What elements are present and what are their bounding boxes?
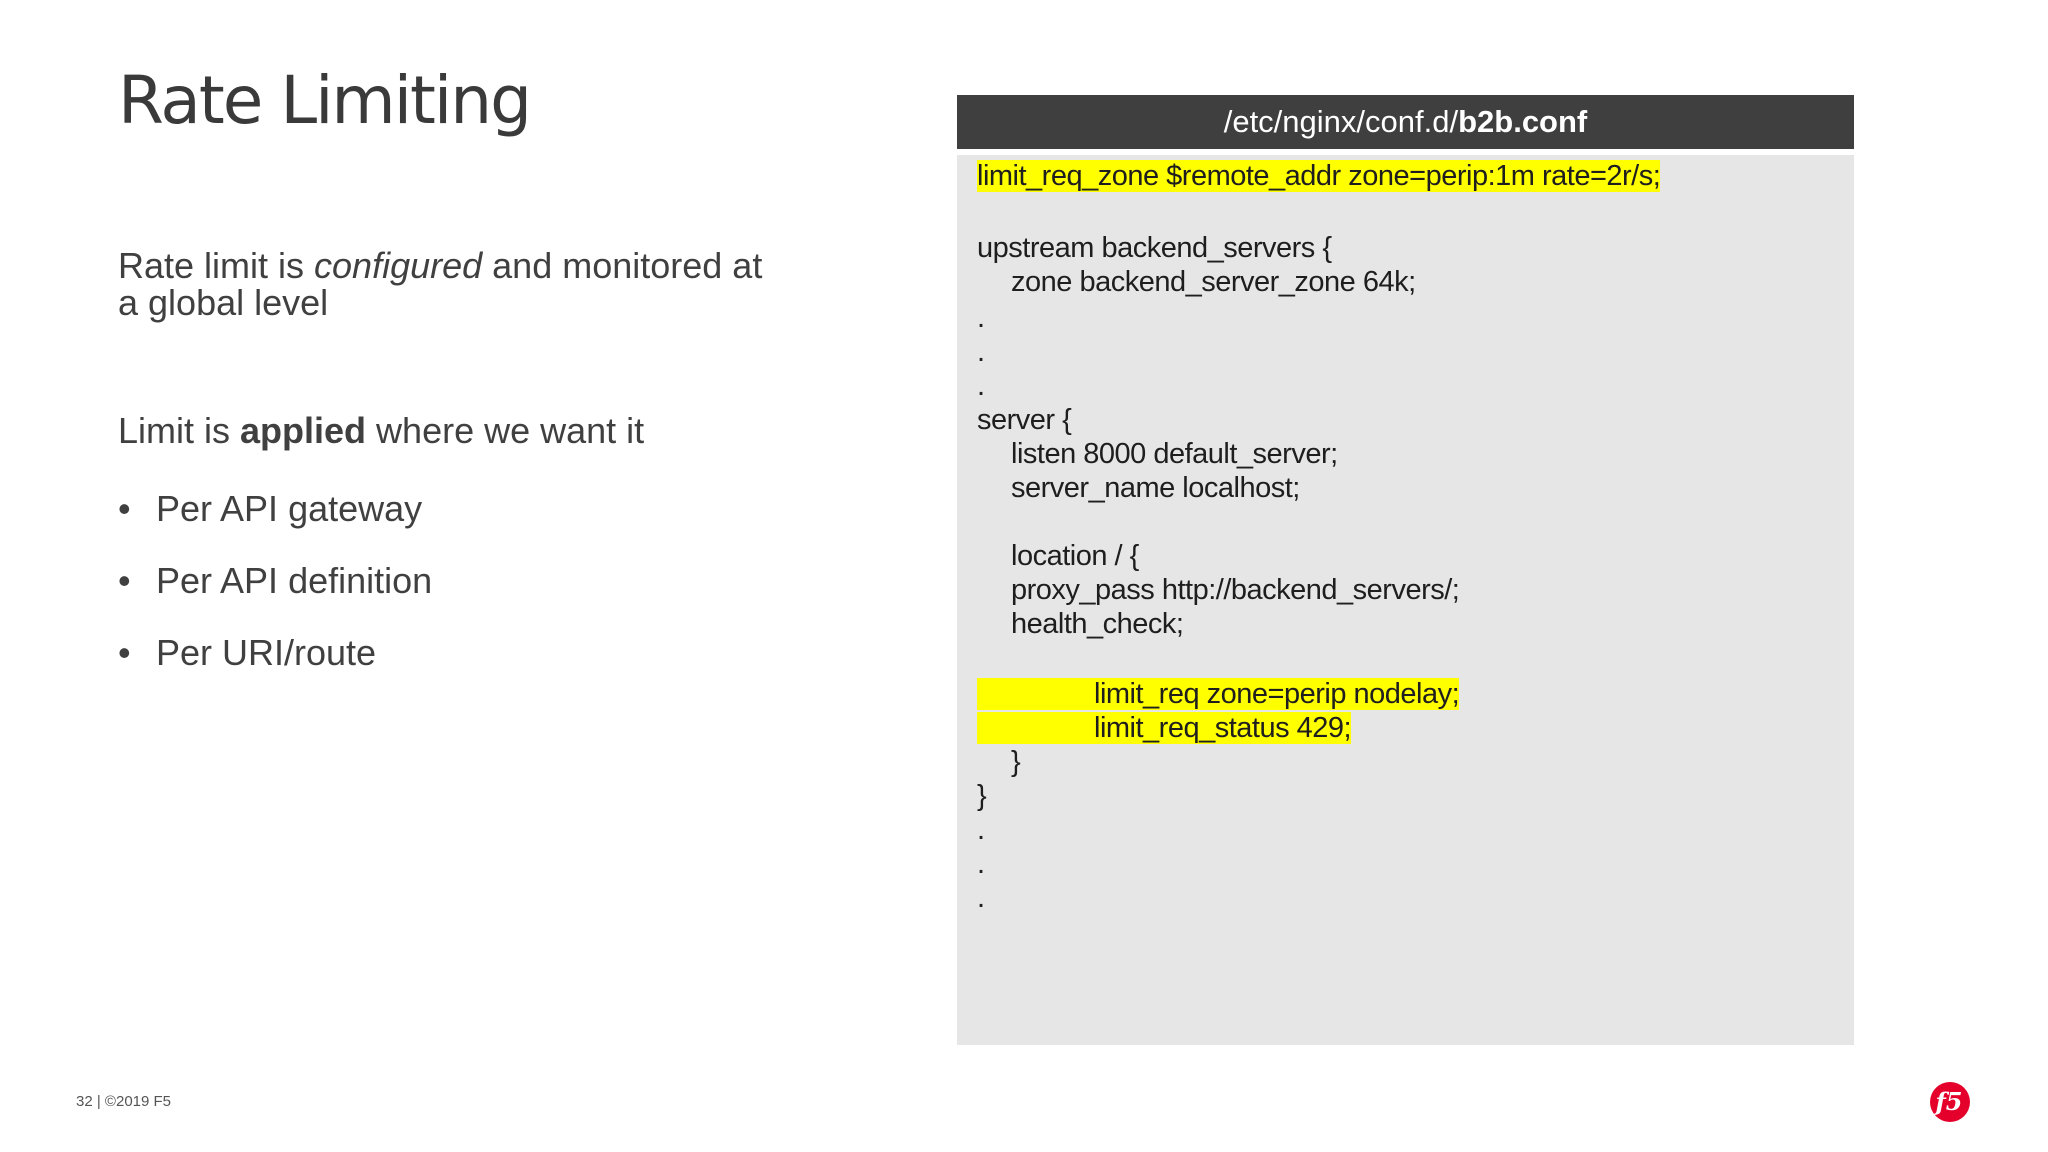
page-number: 32 <box>76 1093 93 1110</box>
code-line <box>1011 573 1459 607</box>
code-line <box>977 301 985 335</box>
code-line <box>977 779 986 813</box>
code-line <box>977 881 985 915</box>
highlighted-code-text: limit_req zone=perip nodelay; <box>977 678 1459 710</box>
para1-text-start: Rate limit is <box>118 245 315 286</box>
para1-line2: a global level <box>118 282 329 323</box>
code-text: location / { <box>1011 540 1139 572</box>
code-line <box>977 159 1660 193</box>
bullet-item <box>118 490 422 527</box>
bullet-dot: • <box>118 488 131 529</box>
code-block <box>957 155 1854 1045</box>
code-text: . <box>977 882 985 914</box>
code-line <box>977 335 985 369</box>
f5-logo-icon <box>1928 1080 1972 1124</box>
file-name: b2b.conf <box>1458 104 1588 139</box>
code-text: server_name localhost; <box>1011 472 1300 504</box>
code-line <box>977 403 1071 437</box>
code-line <box>977 847 985 881</box>
bullet-text: Per URI/route <box>156 632 377 673</box>
code-text: proxy_pass http://backend_servers/; <box>1011 574 1460 606</box>
code-line <box>1011 437 1338 471</box>
footer-separator: | <box>92 1093 105 1110</box>
code-text: } <box>1011 746 1021 778</box>
bullet-text: Per API gateway <box>156 488 423 529</box>
code-line <box>977 813 985 847</box>
bullet-text: Per API definition <box>156 560 433 601</box>
code-text: . <box>977 814 985 846</box>
code-line <box>977 231 1332 265</box>
code-line <box>1011 471 1300 505</box>
code-text: server { <box>977 404 1072 436</box>
code-line <box>977 677 1459 711</box>
code-text: upstream backend_servers { <box>977 232 1332 264</box>
code-text: . <box>977 336 985 368</box>
code-text: listen 8000 default_server; <box>1011 438 1338 470</box>
bullet-dot: • <box>118 632 131 673</box>
code-line <box>977 711 1351 745</box>
highlighted-code-text: limit_req_status 429; <box>977 712 1351 744</box>
bullet-item <box>118 562 432 599</box>
code-text: . <box>977 370 985 402</box>
code-line <box>1011 539 1139 573</box>
slide-title: Rate Limiting <box>118 62 530 139</box>
para1-italic-word: configured <box>314 245 483 286</box>
para1-text-end: and monitored at <box>482 245 763 286</box>
paragraph-configured <box>118 247 762 321</box>
code-text: zone backend_server_zone 64k; <box>1011 266 1416 298</box>
bullet-item <box>118 634 376 671</box>
copyright: ©2019 F5 <box>104 1093 172 1110</box>
code-line <box>977 369 985 403</box>
code-text: . <box>977 848 985 880</box>
svg-text:f5: f5 <box>1935 1087 1963 1116</box>
para2-text-end: where we want it <box>366 410 645 451</box>
file-path-prefix: /etc/nginx/conf.d/ <box>1223 104 1459 139</box>
code-line <box>1011 745 1020 779</box>
code-file-header <box>957 95 1854 149</box>
highlighted-code-text: limit_req_zone $remote_addr zone=perip:1m rate=2r/s; <box>977 160 1661 192</box>
para2-bold-word: applied <box>240 410 367 451</box>
paragraph-applied <box>118 412 644 449</box>
slide-footer <box>76 1093 171 1110</box>
code-text: . <box>977 302 985 334</box>
bullet-dot: • <box>118 560 131 601</box>
code-line <box>1011 607 1183 641</box>
code-text: health_check; <box>1011 608 1184 640</box>
code-line <box>1011 265 1416 299</box>
code-text: } <box>977 780 987 812</box>
para2-text-start: Limit is <box>118 410 241 451</box>
